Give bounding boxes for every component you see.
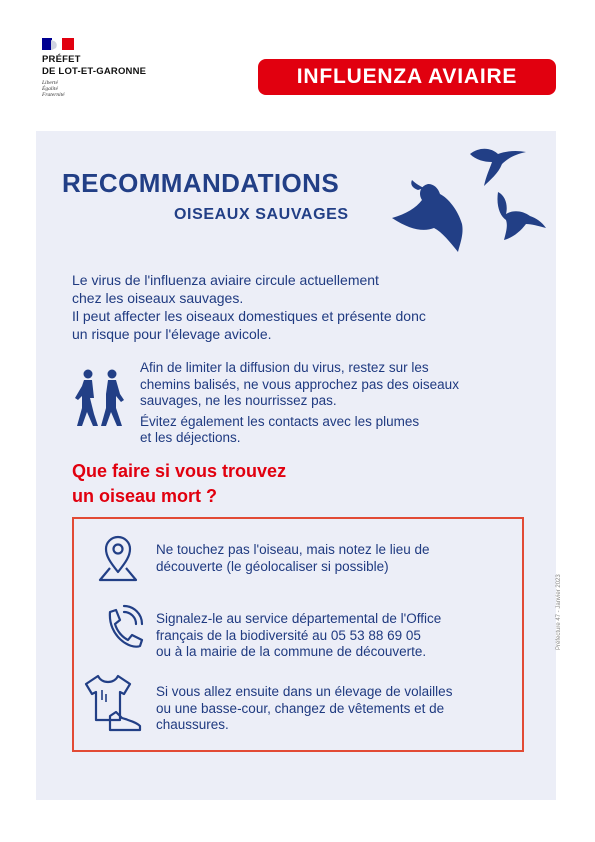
step-report-ofb [156, 611, 506, 661]
intro-text [72, 271, 512, 343]
intro-line: chez les oiseaux sauvages. [72, 290, 244, 306]
advice-line: Évitez également les contacts avec les plumes [140, 413, 420, 429]
wild-birds-illustration [388, 140, 548, 258]
walkers-icon [72, 368, 128, 428]
advice-line: Afin de limiter la diffusion du virus, restez sur les [140, 360, 429, 375]
motto-fraternite: Fraternité [42, 92, 65, 98]
influenza-badge: INFLUENZA AVIAIRE [258, 59, 556, 95]
marianne-logo-icon [42, 38, 74, 50]
step-report-location [156, 542, 506, 575]
clothes-shoe-icon [80, 672, 144, 734]
step-line: découverte (le géolocaliser si possible) [156, 558, 389, 574]
phone-icon [100, 604, 144, 654]
question-line: Que faire si vous trouvez [72, 461, 287, 481]
prefect-name-line1: PRÉFET [42, 54, 81, 65]
question-line: un oiseau mort ? [72, 486, 218, 506]
step-line: Si vous allez ensuite dans un élevage de volailles [156, 684, 453, 699]
step-line: chaussures. [156, 717, 229, 732]
bird-icon [497, 192, 546, 240]
location-pin-icon [96, 534, 140, 584]
motto-liberte: Liberté [42, 80, 58, 86]
panel-subtitle: OISEAUX SAUVAGES [174, 206, 349, 223]
credit-text: Préfecture 47 - Janvier 2023 [556, 574, 562, 650]
step-line: ou une basse-cour, changez de vêtements et de [156, 700, 445, 716]
advice-text [140, 360, 510, 447]
step-line: Ne touchez pas l'oiseau, mais notez le lieu de [156, 542, 430, 557]
intro-line: un risque pour l'élevage avicole. [72, 326, 272, 342]
advice-line: sauvages, ne les nourrissez pas. [140, 393, 337, 408]
panel-title: RECOMMANDATIONS [62, 168, 340, 198]
prefect-name-line2: DE LOT-ET-GARONNE [42, 66, 147, 77]
step-line: Signalez-le au service départemental de l'Office [156, 611, 442, 626]
motto-egalite: Égalité [42, 86, 58, 92]
intro-line: Il peut affecter les oiseaux domestiques et présente donc [72, 308, 426, 324]
dead-bird-question [72, 459, 286, 509]
step-line: français de la biodiversité au 05 53 88 69 05 [156, 627, 421, 643]
bird-icon [392, 184, 463, 252]
advice-line: chemins balisés, ne vous approchez pas des oiseaux [140, 376, 459, 392]
step-change-clothes [156, 684, 506, 734]
advice-line: et les déjections. [140, 430, 241, 445]
bird-icon [470, 149, 526, 186]
intro-line: Le virus de l'influenza aviaire circule actuellement [72, 272, 379, 288]
step-line: ou à la mairie de la commune de découverte. [156, 644, 427, 659]
